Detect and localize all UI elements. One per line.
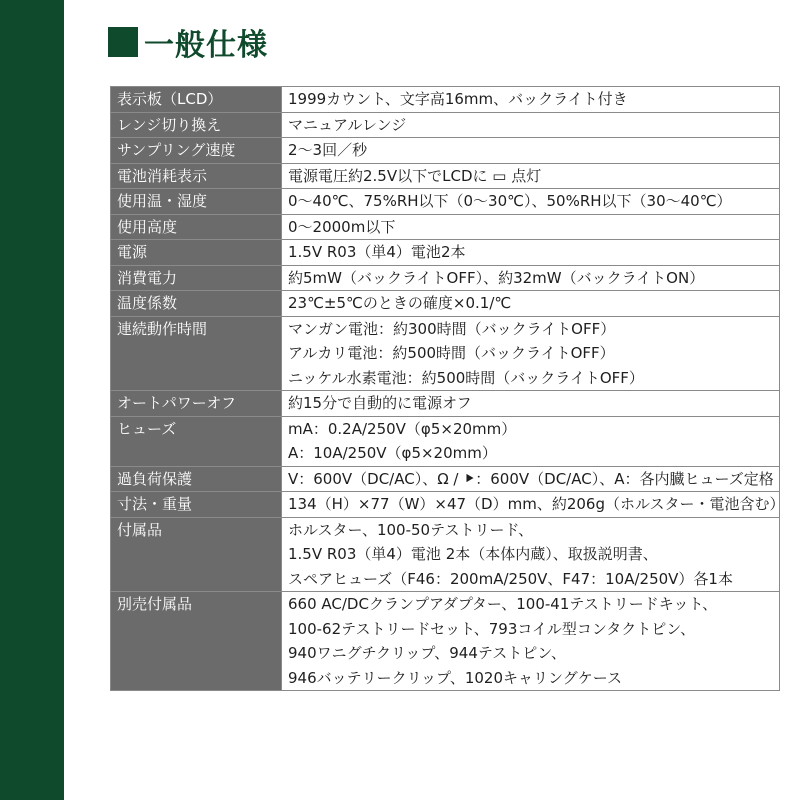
spec-row [111,466,780,492]
spec-value [282,316,780,391]
spec-row [111,240,780,266]
spec-value-line: 23℃±5℃のときの確度×0.1/℃ [288,294,512,312]
spec-value-line: 電源電圧約2.5V以下でLCDに ▭ 点灯 [288,166,542,185]
spec-value-line: 134（H）×77（W）×47（D）mm、約206g（ホルスター・電池含む） [288,495,785,513]
spec-row [111,416,780,466]
spec-value [282,466,780,492]
spec-row [111,138,780,164]
spec-row [111,189,780,215]
spec-key: 使用温・湿度 [111,189,282,215]
spec-value-line: マニュアルレンジ [288,115,407,134]
spec-value-line: マンガン電池：約300時間（バックライトOFF） [288,319,616,338]
spec-value [282,214,780,240]
spec-value-line: スペアヒューズ（F46：200mA/250V、F47：10A/250V）各1本 [288,569,733,588]
spec-value-line: A：10A/250V（φ5×20mm） [288,444,497,462]
spec-value [282,240,780,266]
spec-key: レンジ切り換え [111,112,282,138]
spec-key: 過負荷保護 [111,466,282,492]
spec-value-line: V：600V（DC/AC）、Ω / ⯈：600V（DC/AC）、A：各内臓ヒューズ定格 [288,469,774,488]
spec-row [111,214,780,240]
spec-key: 付属品 [111,517,282,592]
spec-value-line: 1.5V R03（単4）電池2本 [288,243,466,261]
spec-value [282,87,780,113]
spec-key: 別売付属品 [111,592,282,691]
spec-value-line: 2～3回／秒 [288,141,368,159]
spec-row [111,265,780,291]
spec-value [282,265,780,291]
spec-table [110,86,785,691]
spec-key: オートパワーオフ [111,391,282,417]
spec-value-line: 0～40℃、75%RH以下（0～30℃）、50%RH以下（30～40℃） [288,192,732,210]
spec-value [282,492,785,518]
spec-value-line: アルカリ電池：約500時間（バックライトOFF） [288,344,615,362]
spec-key: 消費電力 [111,265,282,291]
spec-row [111,291,780,317]
spec-value [282,138,780,164]
spec-key: 使用高度 [111,214,282,240]
spec-value-line: 940ワニグチクリップ、944テストピン、 [288,644,567,662]
spec-row [111,316,780,391]
spec-value-line: 660 AC/DCクランプアダプター、100-41テストリードキット、 [288,595,718,613]
spec-value [282,112,780,138]
spec-key: ヒューズ [111,416,282,466]
spec-key: 電池消耗表示 [111,163,282,189]
spec-key: 温度係数 [111,291,282,317]
spec-value-line: 946バッテリークリップ、1020キャリングケース [288,668,622,687]
spec-row [111,492,780,518]
spec-value [282,592,780,691]
spec-value-line: ホルスター、100-50テストリード、 [288,520,534,539]
spec-value [282,189,780,215]
spec-value-line: ニッケル水素電池：約500時間（バックライトOFF） [288,368,644,387]
spec-key: 寸法・重量 [111,492,282,518]
spec-key: 連続動作時間 [111,316,282,391]
spec-value [282,291,780,317]
spec-key: サンプリング速度 [111,138,282,164]
spec-value-line: 100-62テストリードセット、793コイル型コンタクトピン、 [288,619,696,638]
spec-value-line: 1.5V R03（単4）電池 2本（本体内蔵）、取扱説明書、 [288,545,658,563]
side-bar [0,0,64,800]
spec-value [282,163,780,189]
spec-row [111,87,780,113]
spec-row [111,163,780,189]
spec-row [111,391,780,417]
spec-row [111,112,780,138]
spec-value [282,391,780,417]
spec-row [111,517,780,592]
spec-value-line: 1999カウント、文字高16mm、バックライト付き [288,90,628,108]
title-text: 一般仕様 [144,28,268,63]
spec-value [282,517,780,592]
spec-value [282,416,780,466]
spec-value-line: 0～2000m以下 [288,217,396,236]
spec-row [111,592,780,691]
section-title [108,20,268,64]
spec-key: 電源 [111,240,282,266]
title-square-icon [108,27,138,57]
spec-key: 表示板（LCD） [111,87,282,113]
spec-value-line: mA：0.2A/250V（φ5×20mm） [288,419,517,438]
spec-value-line: 約5mW（バックライトOFF）、約32mW（バックライトON） [288,268,705,287]
spec-value-line: 約15分で自動的に電源オフ [288,394,472,412]
